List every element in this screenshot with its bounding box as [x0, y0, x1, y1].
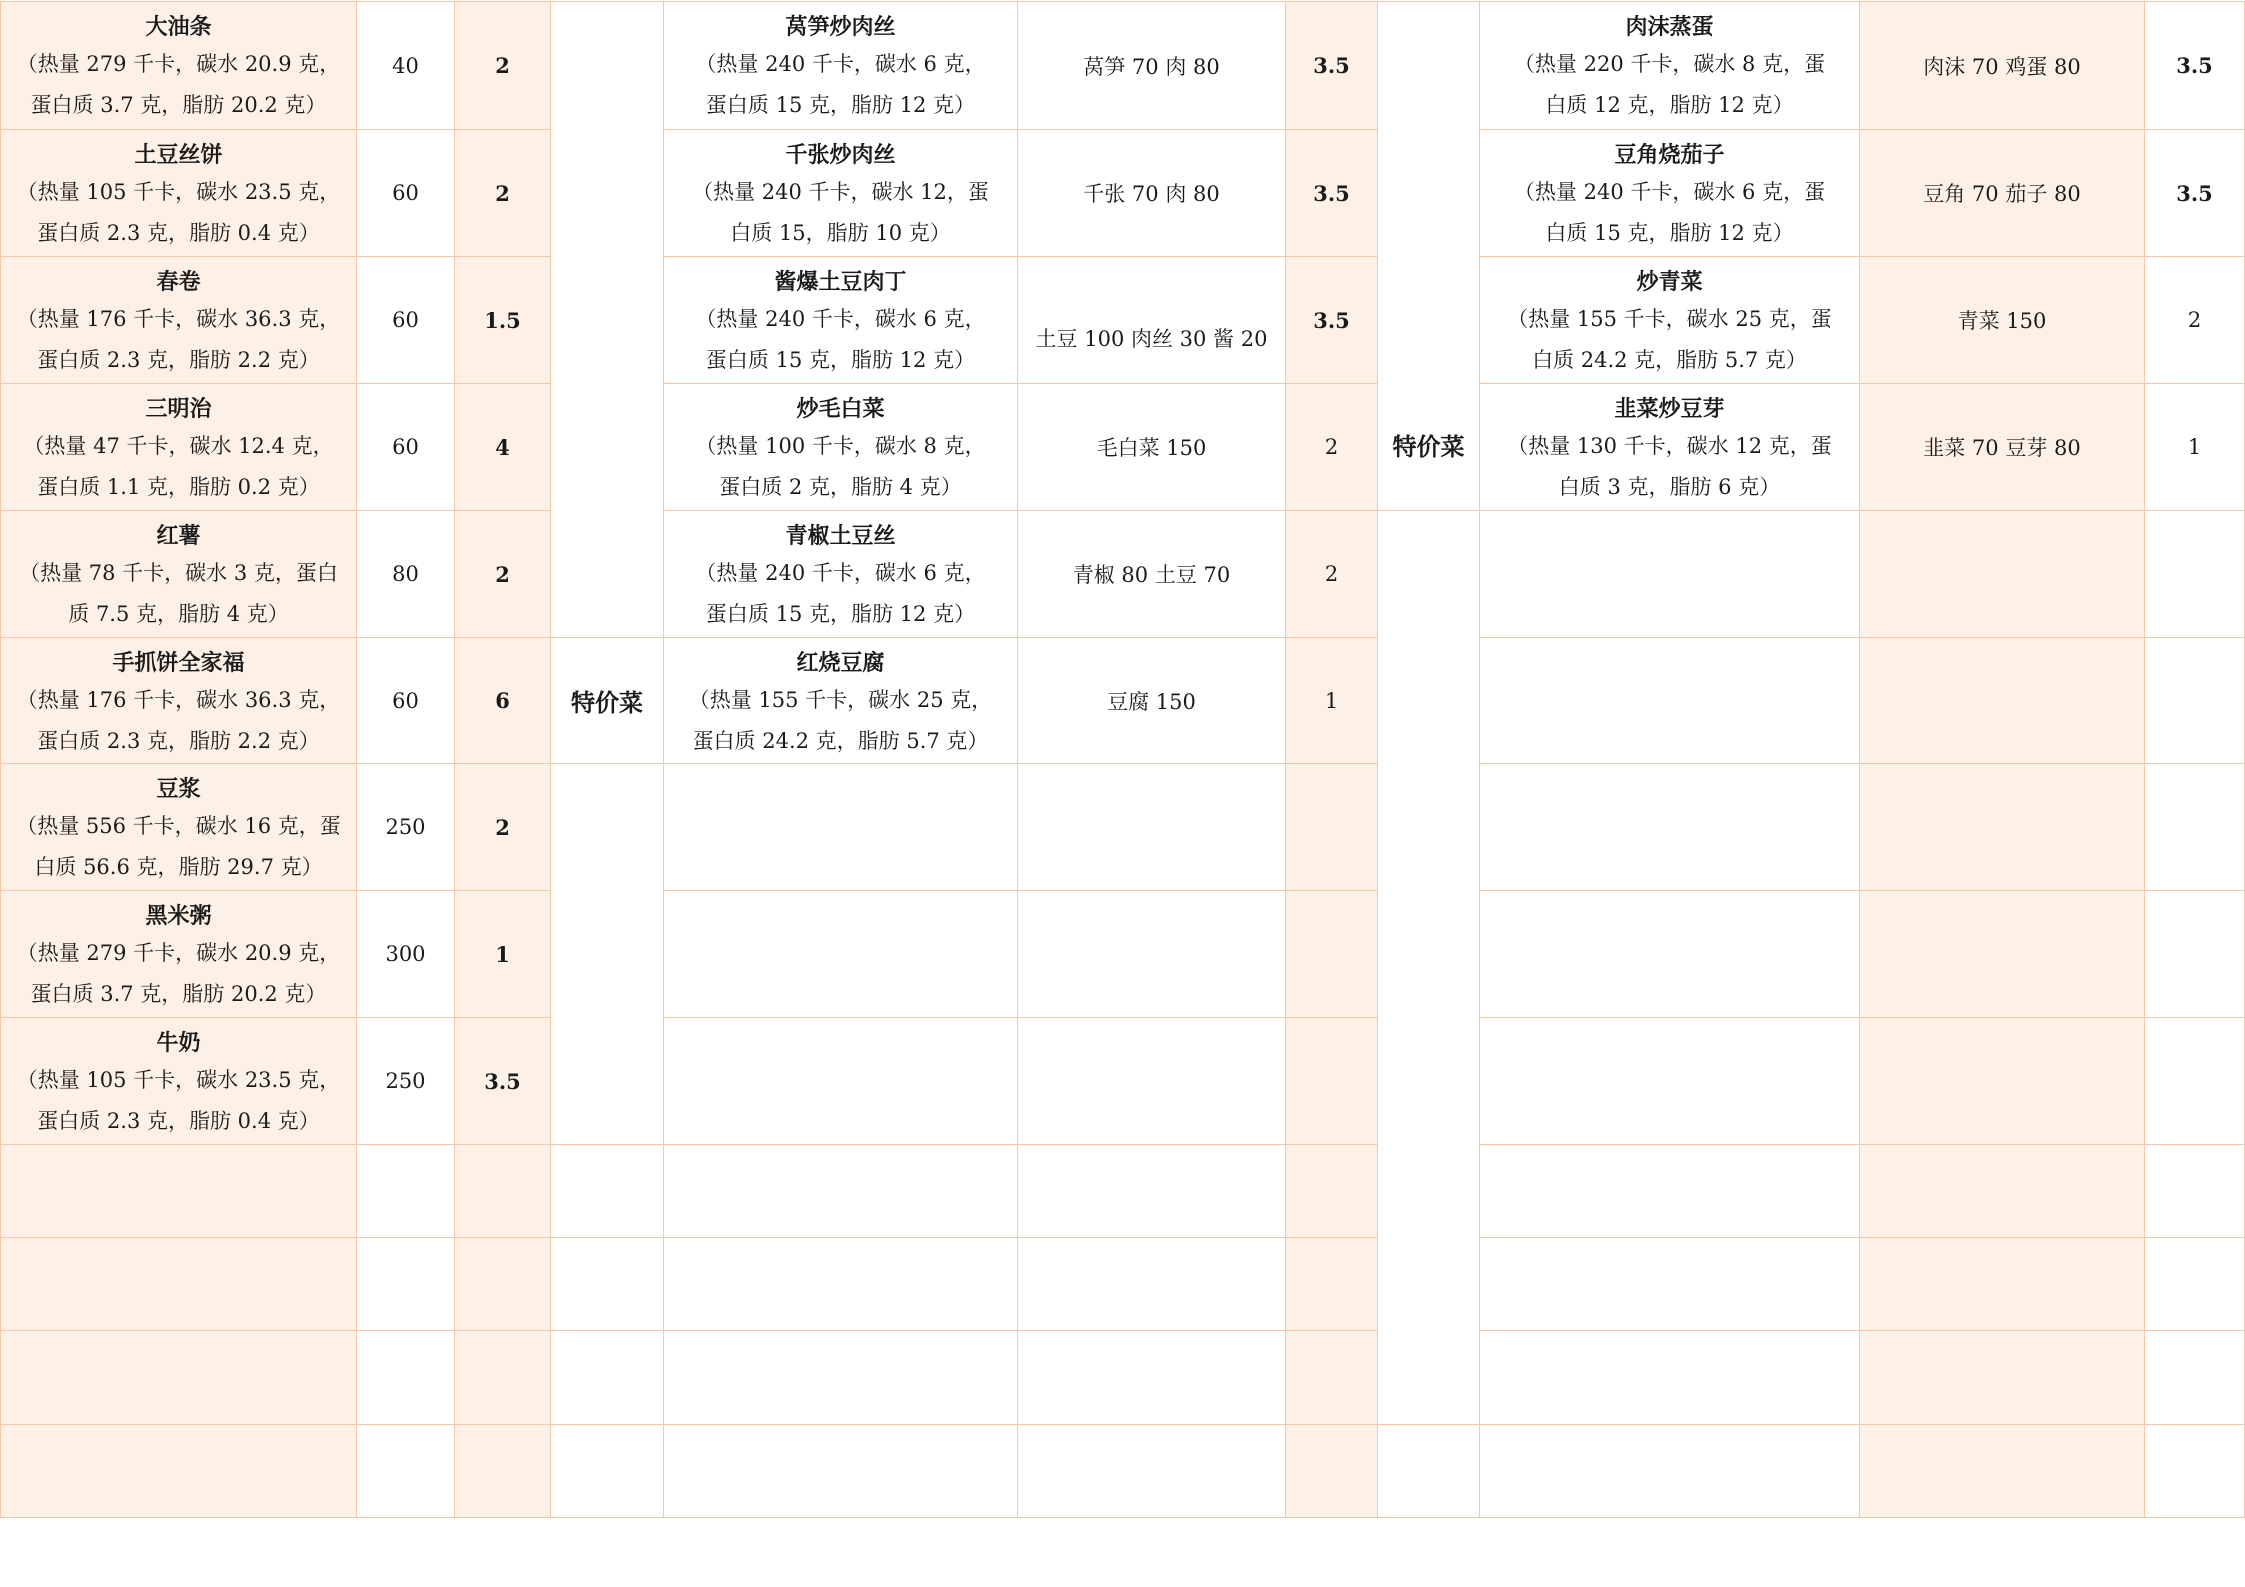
dish-name: 豆角烧茄子	[1614, 142, 1725, 168]
dish-nutrition: （热量 279 千卡，碳水 20.9 克，	[16, 941, 341, 965]
weight-value: 80	[392, 562, 419, 586]
empty-cell	[2145, 1145, 2245, 1238]
lunch-ingredients-cell	[1018, 257, 1286, 384]
dish-name: 三明治	[145, 396, 212, 422]
dish-name: 青椒土豆丝	[785, 523, 896, 549]
dish-nutrition: （热量 240 千卡，碳水 6 克，	[695, 307, 986, 331]
breakfast-dish-cell	[0, 1, 357, 130]
breakfast-dish-cell	[0, 638, 357, 764]
breakfast-price-cell	[455, 257, 551, 384]
dish-nutrition: （热量 47 千卡，碳水 12.4 克，	[23, 434, 334, 458]
empty-cell	[1860, 511, 2145, 638]
lunch-dish-cell	[664, 257, 1018, 384]
breakfast-dish-cell	[0, 891, 357, 1018]
breakfast-weight-cell	[357, 764, 455, 891]
special-dish-label: 特价菜	[571, 688, 643, 717]
dish-name: 莴笋炒肉丝	[785, 14, 896, 40]
empty-cell	[0, 1331, 357, 1425]
dish-nutrition: （热量 155 千卡，碳水 25 克，	[688, 688, 993, 712]
empty-cell	[2145, 1018, 2245, 1145]
breakfast-weight-cell	[357, 130, 455, 257]
dish-nutrition: （热量 240 千卡，碳水 6 克，蛋	[1513, 180, 1826, 204]
price-value: 3.5	[1313, 53, 1350, 78]
empty-cell	[1286, 1425, 1378, 1518]
empty-cell	[2145, 891, 2245, 1018]
dinner-price-cell	[2145, 257, 2245, 384]
dish-name: 红薯	[156, 523, 201, 549]
dish-nutrition: 蛋白质 1.1 克，脂肪 0.2 克）	[37, 475, 320, 499]
dish-name: 大油条	[145, 14, 212, 40]
dish-name: 春卷	[156, 269, 201, 295]
ingredients-text: 青椒 80 土豆 70	[1072, 563, 1231, 587]
dinner-ingredients-cell	[1860, 384, 2145, 511]
breakfast-weight-cell	[357, 511, 455, 638]
weight-value: 250	[385, 815, 426, 839]
ingredients-text: 土豆 100 肉丝 30 酱 20	[1035, 327, 1268, 351]
empty-cell	[2145, 511, 2245, 638]
breakfast-price-cell	[455, 130, 551, 257]
breakfast-price-cell	[455, 764, 551, 891]
breakfast-dish-cell	[0, 257, 357, 384]
dinner-ingredients-cell	[1860, 1, 2145, 130]
weight-value: 60	[392, 308, 419, 332]
breakfast-weight-cell	[357, 384, 455, 511]
empty-cell	[664, 764, 1018, 891]
breakfast-dish-cell	[0, 511, 357, 638]
empty-cell	[455, 1425, 551, 1518]
empty-cell	[664, 891, 1018, 1018]
dish-name: 韭菜炒豆芽	[1614, 396, 1725, 422]
breakfast-dish-cell	[0, 764, 357, 891]
price-value: 2	[2187, 308, 2202, 332]
lunch-price-cell	[1286, 511, 1378, 638]
empty-cell	[357, 1331, 455, 1425]
lunch-price-cell	[1286, 1, 1378, 130]
dish-nutrition: 蛋白质 15 克，脂肪 12 克）	[705, 93, 976, 117]
lunch-dish-cell	[664, 511, 1018, 638]
breakfast-weight-cell	[357, 1018, 455, 1145]
empty-cell	[455, 1145, 551, 1238]
weight-value: 40	[392, 53, 419, 78]
dish-nutrition: 蛋白质 2 克，脂肪 4 克）	[719, 475, 962, 499]
breakfast-price-cell	[455, 1, 551, 130]
empty-cell	[664, 1331, 1018, 1425]
dish-nutrition: 白质 24.2 克，脂肪 5.7 克）	[1532, 348, 1807, 372]
empty-cell	[1480, 511, 1860, 638]
dish-name: 牛奶	[156, 1030, 201, 1056]
dish-nutrition: （热量 100 千卡，碳水 8 克，	[695, 434, 986, 458]
lunch-ingredients-cell	[1018, 384, 1286, 511]
empty-cell	[2145, 638, 2245, 764]
ingredients-text: 青菜 150	[1957, 309, 2047, 333]
empty-cell	[664, 1238, 1018, 1331]
breakfast-price-cell	[455, 638, 551, 764]
dinner-ingredients-cell	[1860, 130, 2145, 257]
empty-cell	[1286, 1018, 1378, 1145]
empty-cell	[1480, 891, 1860, 1018]
lunch-ingredients-cell	[1018, 130, 1286, 257]
dish-nutrition: 蛋白质 2.3 克，脂肪 2.2 克）	[37, 348, 320, 372]
empty-cell	[2145, 1425, 2245, 1518]
lunch-price-cell	[1286, 257, 1378, 384]
dish-nutrition: （热量 240 千卡，碳水 12，蛋	[692, 180, 989, 204]
dinner-price-cell	[2145, 1, 2245, 130]
empty-cell	[1860, 1238, 2145, 1331]
empty-cell	[1018, 764, 1286, 891]
empty-cell	[551, 764, 664, 1145]
weight-value: 60	[392, 688, 419, 713]
lunch-category-cell	[551, 1, 664, 638]
dish-name: 酱爆土豆肉丁	[774, 269, 907, 295]
breakfast-weight-cell	[357, 638, 455, 764]
breakfast-dish-cell	[0, 384, 357, 511]
weight-value: 300	[385, 942, 426, 966]
empty-cell	[551, 1331, 664, 1425]
price-value: 2	[495, 561, 510, 587]
empty-cell	[1286, 891, 1378, 1018]
lunch-dish-cell	[664, 638, 1018, 764]
price-value: 6	[495, 688, 510, 713]
empty-cell	[1018, 1018, 1286, 1145]
lunch-dish-cell	[664, 384, 1018, 511]
empty-cell	[357, 1238, 455, 1331]
dish-nutrition: （热量 556 千卡，碳水 16 克，蛋	[16, 814, 341, 838]
empty-cell	[1860, 638, 2145, 764]
empty-cell	[1860, 1331, 2145, 1425]
empty-cell	[1480, 1238, 1860, 1331]
dish-name: 手抓饼全家福	[112, 650, 245, 676]
dinner-dish-cell	[1480, 384, 1860, 511]
empty-cell	[1860, 1425, 2145, 1518]
dinner-dish-cell	[1480, 130, 1860, 257]
dish-name: 土豆丝饼	[134, 142, 223, 168]
dish-name: 豆浆	[156, 776, 201, 802]
empty-cell	[1018, 1331, 1286, 1425]
dish-nutrition: （热量 105 千卡，碳水 23.5 克，	[16, 180, 341, 204]
price-value: 1.5	[484, 307, 521, 333]
ingredients-text: 豆角 70 茄子 80	[1923, 182, 2081, 206]
price-value: 2	[1324, 435, 1339, 459]
dish-nutrition: 白质 3 克，脂肪 6 克）	[1558, 475, 1781, 499]
empty-cell	[1860, 764, 2145, 891]
price-value: 2	[495, 180, 510, 206]
empty-cell	[2145, 1331, 2245, 1425]
ingredients-text: 豆腐 150	[1107, 689, 1196, 714]
empty-cell	[1018, 1145, 1286, 1238]
dish-nutrition: （热量 176 千卡，碳水 36.3 克，	[16, 307, 341, 331]
dish-name: 炒毛白菜	[796, 396, 885, 422]
empty-cell	[1480, 764, 1860, 891]
empty-cell	[0, 1425, 357, 1518]
price-value: 4	[495, 434, 510, 460]
breakfast-price-cell	[455, 511, 551, 638]
empty-cell	[2145, 764, 2245, 891]
dish-nutrition: （热量 78 千卡，碳水 3 克，蛋白	[19, 561, 338, 585]
empty-cell	[455, 1331, 551, 1425]
dish-nutrition: （热量 105 千卡，碳水 23.5 克，	[16, 1068, 341, 1092]
empty-cell	[357, 1425, 455, 1518]
empty-cell	[1480, 1331, 1860, 1425]
dish-nutrition: 白质 15，脂肪 10 克）	[730, 221, 951, 245]
price-value: 3.5	[1313, 307, 1350, 333]
ingredients-text: 莴笋 70 肉 80	[1083, 54, 1220, 79]
dish-nutrition: 蛋白质 2.3 克，脂肪 0.4 克）	[37, 221, 320, 245]
empty-cell	[1286, 764, 1378, 891]
dish-nutrition: （热量 176 千卡，碳水 36.3 克，	[16, 688, 341, 712]
lunch-price-cell	[1286, 384, 1378, 511]
empty-cell	[551, 1145, 664, 1238]
price-value: 3.5	[2176, 180, 2213, 206]
ingredients-text: 毛白菜 150	[1096, 436, 1207, 460]
breakfast-weight-cell	[357, 1, 455, 130]
dish-nutrition: （热量 240 千卡，碳水 6 克，	[695, 52, 986, 76]
dinner-ingredients-cell	[1860, 257, 2145, 384]
empty-cell	[664, 1145, 1018, 1238]
dish-nutrition: 蛋白质 3.7 克，脂肪 20.2 克）	[30, 93, 327, 117]
empty-cell	[1378, 511, 1480, 1425]
price-value: 1	[495, 941, 510, 967]
price-value: 2	[1324, 562, 1339, 586]
empty-cell	[1480, 638, 1860, 764]
lunch-dish-cell	[664, 130, 1018, 257]
breakfast-dish-cell	[0, 130, 357, 257]
empty-cell	[551, 1425, 664, 1518]
dinner-price-cell	[2145, 384, 2245, 511]
dish-name: 肉沫蒸蛋	[1625, 14, 1714, 40]
lunch-ingredients-cell	[1018, 638, 1286, 764]
dinner-special-label-cell	[1378, 1, 1480, 511]
empty-cell	[1860, 1145, 2145, 1238]
dinner-price-cell	[2145, 130, 2245, 257]
empty-cell	[1018, 1238, 1286, 1331]
dish-nutrition: 蛋白质 15 克，脂肪 12 克）	[705, 602, 976, 626]
empty-cell	[1480, 1425, 1860, 1518]
empty-cell	[1286, 1331, 1378, 1425]
dish-nutrition: （热量 220 千卡，碳水 8 克，蛋	[1513, 52, 1826, 76]
empty-cell	[664, 1425, 1018, 1518]
empty-cell	[1860, 1018, 2145, 1145]
dish-nutrition: 蛋白质 2.3 克，脂肪 2.2 克）	[37, 729, 320, 753]
empty-cell	[1018, 891, 1286, 1018]
dish-nutrition: 蛋白质 2.3 克，脂肪 0.4 克）	[37, 1109, 320, 1133]
weight-value: 250	[385, 1069, 426, 1093]
price-value: 2	[495, 814, 510, 840]
breakfast-price-cell	[455, 1018, 551, 1145]
dish-nutrition: （热量 130 千卡，碳水 12 克，蛋	[1507, 434, 1832, 458]
dish-name: 千张炒肉丝	[785, 142, 896, 168]
dinner-dish-cell	[1480, 1, 1860, 130]
breakfast-weight-cell	[357, 891, 455, 1018]
breakfast-price-cell	[455, 891, 551, 1018]
empty-cell	[0, 1238, 357, 1331]
ingredients-text: 千张 70 肉 80	[1083, 182, 1220, 206]
lunch-price-cell	[1286, 638, 1378, 764]
price-value: 1	[1324, 688, 1339, 713]
special-dish-label: 特价菜	[1392, 432, 1465, 461]
price-value: 3.5	[2176, 53, 2213, 78]
dish-nutrition: 蛋白质 15 克，脂肪 12 克）	[705, 348, 976, 372]
price-value: 2	[495, 53, 510, 78]
ingredients-text: 韭菜 70 豆芽 80	[1923, 436, 2081, 460]
empty-cell	[1378, 1425, 1480, 1518]
empty-cell	[1480, 1145, 1860, 1238]
dish-name: 黑米粥	[145, 903, 212, 929]
weight-value: 60	[392, 181, 419, 205]
empty-cell	[357, 1145, 455, 1238]
empty-cell	[0, 1145, 357, 1238]
breakfast-weight-cell	[357, 257, 455, 384]
lunch-dish-cell	[664, 1, 1018, 130]
lunch-special-label-cell	[551, 638, 664, 764]
empty-cell	[664, 1018, 1018, 1145]
price-value: 3.5	[1313, 180, 1350, 206]
dish-nutrition: 白质 56.6 克，脂肪 29.7 克）	[34, 855, 323, 879]
empty-cell	[1286, 1145, 1378, 1238]
dish-name: 红烧豆腐	[796, 650, 885, 676]
empty-cell	[1480, 1018, 1860, 1145]
weight-value: 60	[392, 435, 419, 459]
dish-nutrition: （热量 279 千卡，碳水 20.9 克，	[16, 52, 341, 76]
dish-nutrition: 蛋白质 3.7 克，脂肪 20.2 克）	[30, 982, 327, 1006]
price-value: 1	[2187, 435, 2202, 459]
empty-cell	[1860, 891, 2145, 1018]
dish-nutrition: 质 7.5 克，脂肪 4 克）	[68, 602, 289, 626]
dish-name: 炒青菜	[1636, 269, 1703, 295]
lunch-price-cell	[1286, 130, 1378, 257]
dinner-dish-cell	[1480, 257, 1860, 384]
empty-cell	[2145, 1238, 2245, 1331]
dish-nutrition: （热量 155 千卡，碳水 25 克，蛋	[1507, 307, 1832, 331]
breakfast-price-cell	[455, 384, 551, 511]
empty-cell	[1018, 1425, 1286, 1518]
empty-cell	[455, 1238, 551, 1331]
dish-nutrition: 蛋白质 24.2 克，脂肪 5.7 克）	[692, 729, 989, 753]
breakfast-dish-cell	[0, 1018, 357, 1145]
empty-cell	[551, 1238, 664, 1331]
lunch-ingredients-cell	[1018, 511, 1286, 638]
dish-nutrition: 白质 15 克，脂肪 12 克）	[1545, 221, 1794, 245]
ingredients-text: 肉沫 70 鸡蛋 80	[1923, 54, 2081, 79]
empty-cell	[1286, 1238, 1378, 1331]
dish-nutrition: 白质 12 克，脂肪 12 克）	[1545, 93, 1794, 117]
dish-nutrition: （热量 240 千卡，碳水 6 克，	[695, 561, 986, 585]
lunch-ingredients-cell	[1018, 1, 1286, 130]
price-value: 3.5	[484, 1068, 521, 1094]
